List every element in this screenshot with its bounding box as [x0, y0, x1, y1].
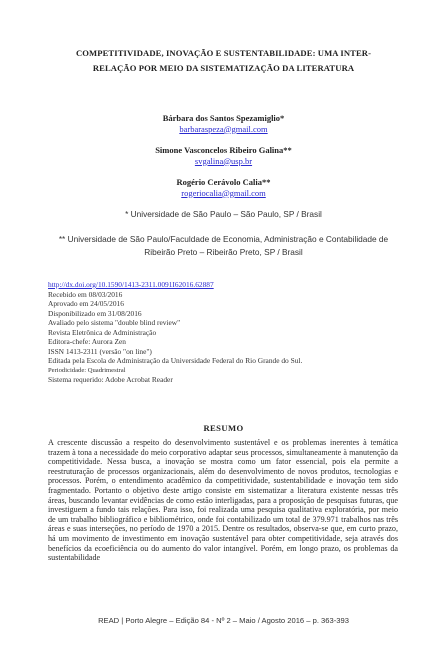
meta-system: Sistema requerido: Adobe Acrobat Reader: [48, 375, 173, 384]
affiliation-1: * Universidade de São Paulo – São Paulo, SP / Brasil: [125, 209, 322, 219]
title-line-1: COMPETITIVIDADE, INOVAÇÃO E SUSTENTABILIDADE: UMA INTER-: [75, 48, 372, 58]
doi-link[interactable]: http://dx.doi.org/10.1590/1413-2311.0091I62016.62887: [48, 280, 214, 289]
title-line-2: RELAÇÃO POR MEIO DA SISTEMATIZAÇÃO DA LITERATURA: [92, 63, 355, 73]
meta-line: Avaliado pelo sistema "double blind review": [48, 318, 181, 327]
author-name: Rogério Cerávolo Calia**: [176, 177, 271, 187]
author-block-1: [60, 113, 387, 134]
author-email-link[interactable]: rogeriocalia@gmail.com: [181, 187, 266, 198]
author-block-2: [60, 145, 387, 166]
meta-line: Editada pela Escola de Administração da Universidade Federal do Rio Grande do Sul.: [48, 356, 303, 365]
article-title: [40, 46, 407, 76]
meta-line: Aprovado em 24/05/2016: [48, 299, 124, 308]
author-email-link[interactable]: barbaraspeza@gmail.com: [179, 123, 268, 134]
author-email-link[interactable]: svgalina@usp.br: [194, 155, 253, 166]
publication-metadata: [48, 280, 302, 385]
meta-line: ISSN 1413-2311 (versão "on line"): [48, 346, 152, 356]
author-block-3: [60, 177, 387, 198]
meta-line: Disponibilizado em 31/08/2016: [48, 308, 142, 318]
resumo-heading: RESUMO: [203, 423, 244, 433]
page-footer: READ | Porto Alegre – Edição 84 - Nº 2 – Maio / Agosto 2016 – p. 363-393: [98, 616, 349, 625]
author-name: Simone Vasconcelos Ribeiro Galina**: [155, 145, 292, 155]
affiliation-2-line-1: ** Universidade de São Paulo/Faculdade de Economia, Administração e Contabilidade de: [58, 234, 389, 244]
affiliation-2-line-2: Ribeirão Preto – Ribeirão Preto, SP / Brasil: [144, 247, 303, 257]
resumo-text: A crescente discussão a respeito do desenvolvimento sustentável e os problemas inerentes à temática trazem à tona a necessidade do meio corporativo adaptar seus processos, simultaneamente à manutenção da competitividade. Nessa busca, a inovação se mostra como um fator essencial, pois ela permite a reestruturação de processos organizacionais, além do desenvolvimento de novos produtos, tecnologias e processos. Porém, o entendimento acadêmico da competitividade, sustentabilidade e inovação tem sido fragmentado. Portanto o objetivo deste artigo consiste em sistematizar a literatura existente nessas três áreas, buscando levantar evidências de como estão interligadas, para a proposição de pesquisas futuras, que investiguem a fundo tais relações. Para isso, foi realizada uma pesquisa qualitativa exploratória, por meio de um trabalho bibliográfico e bibliométrico, onde foi contabilizado um total de 379.971 trabalhos nas três áreas e suas interseções, no período de 1970 a 2015. Dentre os resultados, observa-se que, em curto prazo, há um movimento de investimento em inovação sustentável para obter competitividade, seja através dos benefícios da ecoeficiência ou do aumento do valor intangível. Porém, em longo prazo, os problemas da sustentabilidade: [48, 438, 398, 563]
meta-line: Revista Eletrônica de Administração: [48, 327, 157, 337]
meta-periodicity: Periodicidade: Quadrimestral: [48, 366, 126, 374]
author-name: Bárbara dos Santos Spezamiglio*: [162, 113, 285, 123]
affiliation-2: [48, 233, 399, 259]
meta-line: Editora-chefe: Aurora Zen: [48, 337, 126, 346]
meta-line: Recebido em 08/03/2016: [48, 289, 123, 299]
